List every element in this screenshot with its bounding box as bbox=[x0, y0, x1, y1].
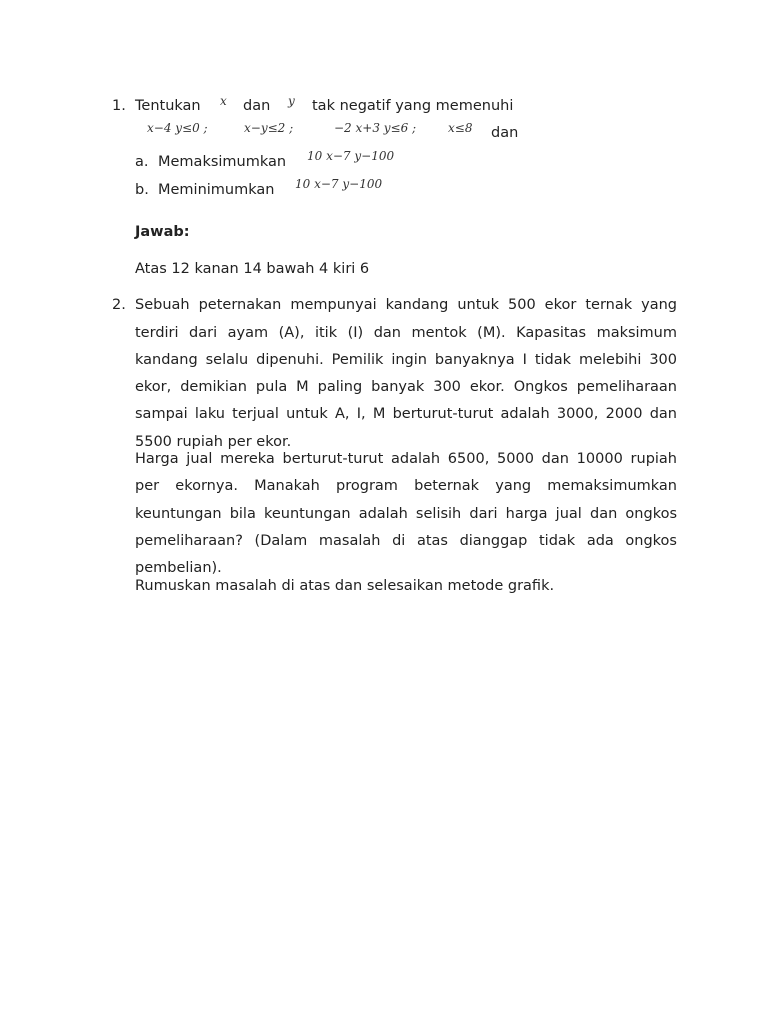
question-2-line: 5500 rupiah per ekor. bbox=[135, 434, 292, 450]
question-2-line: kandang selalu dipenuhi. Pemilik ingin banyaknya I tidak melebihi 300 bbox=[135, 352, 677, 368]
answer-text: Atas 12 kanan 14 bawah 4 kiri 6 bbox=[135, 261, 370, 277]
question-2-line: Sebuah peternakan mempunyai kandang untuk 500 ekor ternak yang bbox=[135, 297, 677, 313]
question-2-paragraph-2-line: per ekornya. Manakah program beternak yang memaksimumkan bbox=[135, 478, 677, 494]
item-b-letter: b. bbox=[135, 182, 149, 198]
question-1-text: tak negatif yang memenuhi bbox=[312, 98, 514, 114]
question-2-line: ekor, demikian pula M paling banyak 300 ekor. Ongkos pemeliharaan bbox=[135, 379, 677, 395]
variable-y: y bbox=[288, 94, 295, 108]
item-b-text: Meminimumkan bbox=[158, 182, 275, 198]
item-b-expression: 10 x−7 y−100 bbox=[295, 177, 383, 191]
constraint-4: x≤8 bbox=[448, 121, 473, 135]
question-1-dan: dan bbox=[243, 98, 271, 114]
question-1-tentukan: Tentukan bbox=[135, 98, 201, 114]
constraints-dan: dan bbox=[491, 125, 519, 141]
constraint-2: x−y≤2 ; bbox=[244, 121, 294, 135]
question-2-paragraph-2-line: keuntungan bila keuntungan adalah selisih dari harga jual dan ongkos bbox=[135, 506, 677, 522]
question-2-closing: Rumuskan masalah di atas dan selesaikan metode grafik. bbox=[135, 578, 555, 594]
item-a-expression: 10 x−7 y−100 bbox=[307, 149, 395, 163]
question-2-number: 2. bbox=[112, 297, 126, 313]
item-a-letter: a. bbox=[135, 154, 149, 170]
question-2-line: sampai laku terjual untuk A, I, M berturut-turut adalah 3000, 2000 dan bbox=[135, 406, 677, 422]
question-1-number: 1. bbox=[112, 98, 126, 114]
question-2-paragraph-2-line: pembelian). bbox=[135, 560, 222, 576]
item-a-text: Memaksimumkan bbox=[158, 154, 287, 170]
constraint-3: −2 x+3 y≤6 ; bbox=[334, 121, 417, 135]
question-2-paragraph-2-line: Harga jual mereka berturut-turut adalah 6500, 5000 dan 10000 rupiah bbox=[135, 451, 677, 467]
jawab-heading: Jawab: bbox=[135, 224, 190, 240]
question-2-paragraph-2-line: pemeliharaan? (Dalam masalah di atas dianggap tidak ada ongkos bbox=[135, 533, 677, 549]
question-2-line: terdiri dari ayam (A), itik (I) dan mentok (M). Kapasitas maksimum bbox=[135, 325, 677, 341]
constraint-1: x−4 y≤0 ; bbox=[147, 121, 208, 135]
variable-x: x bbox=[220, 94, 227, 108]
